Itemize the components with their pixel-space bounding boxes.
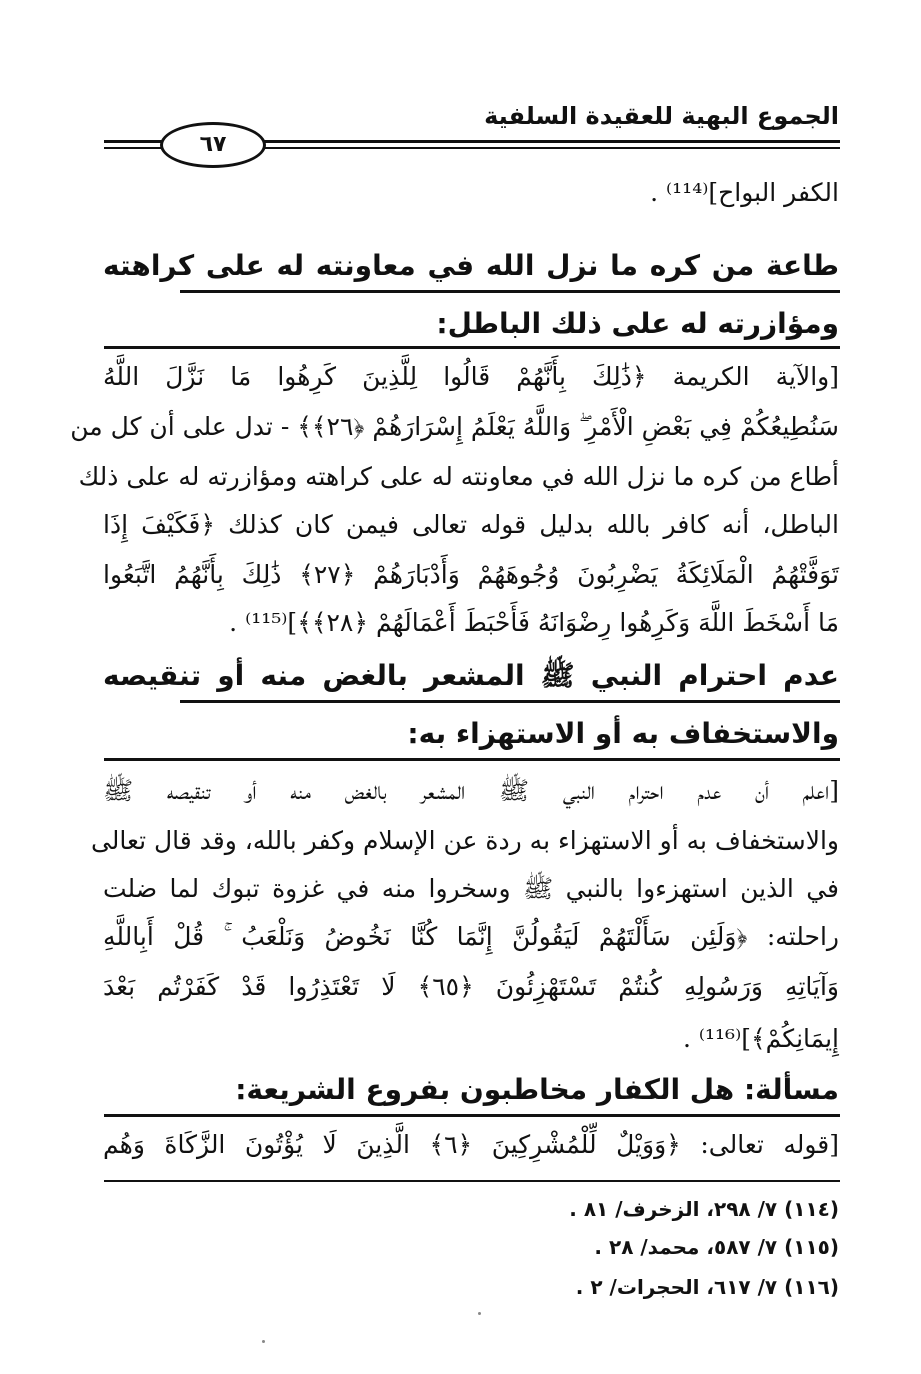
body-line: سَنُطِيعُكُمْ فِي بَعْضِ الْأَمْرِ ۖ وَاللَّهُ يَعْلَمُ إِسْرَارَهُمْ ﴿٢٦﴾﴾ - تدل على أن كل من: [70, 412, 839, 441]
section-heading: ومؤازرته له على ذلك الباطل:: [436, 307, 839, 340]
section-divider: [104, 346, 840, 349]
body-line: في الذين استهزءوا بالنبي ﷺ وسخروا منه في غزوة تبوك لما ضلت: [103, 874, 839, 903]
body-line: الباطل، أنه كافر بالله بدليل قوله تعالى فيمن كان كذلك ﴿فَكَيْفَ إِذَا: [103, 510, 839, 539]
body-line: راحلته: ﴿وَلَئِن سَأَلْتَهُمْ لَيَقُولُنَّ إِنَّمَا كُنَّا نَخُوضُ وَنَلْعَبُ ۚ قُلْ أَبِاللَّهِ: [103, 922, 839, 951]
section-heading: عدم احترام النبي ﷺ المشعر بالغض منه أو تنقيصه: [103, 659, 839, 692]
footnote: (١١٥) ٧/ ٥٨٧، محمد/ ٢٨ .: [594, 1235, 839, 1259]
section-divider: [104, 758, 840, 761]
body-line: وَآيَاتِهِ وَرَسُولِهِ كُنتُمْ تَسْتَهْزِئُونَ ﴿٦٥﴾ لَا تَعْتَذِرُوا قَدْ كَفَرْتُم بَعْدَ: [103, 972, 839, 1001]
section-divider: [104, 1114, 840, 1117]
footnote-rule: [104, 1180, 840, 1182]
heading-underline: [180, 700, 840, 703]
footnote: (١١٦) ٧/ ٦١٧، الحجرات/ ٢ .: [575, 1275, 839, 1299]
body-line: والاستخفاف به أو الاستهزاء به ردة عن الإسلام وكفر بالله، وقد قال تعالى: [90, 826, 839, 855]
body-line: إِيمَانِكُمْ﴾]⁽¹¹⁶⁾ .: [682, 1024, 839, 1053]
running-header-title: الجموع البهية للعقيدة السلفية: [484, 102, 839, 130]
body-line: [قوله تعالى: ﴿وَوَيْلٌ لِّلْمُشْرِكِينَ ﴿٦﴾ الَّذِينَ لَا يُؤْتُونَ الزَّكَاةَ وَهُم: [103, 1130, 839, 1159]
section-heading: مسألة: هل الكفار مخاطبون بفروع الشريعة:: [235, 1073, 839, 1106]
heading-underline: [180, 290, 840, 293]
section-heading: طاعة من كره ما نزل الله في معاونته له على كراهته: [103, 249, 839, 282]
section-heading: والاستخفاف به أو الاستهزاء به:: [407, 717, 839, 750]
body-line: [اعلم أن عدم احترام النبي ﷺ المشعر بالغض منه أو تنقيصه ﷺ: [103, 776, 839, 805]
body-line: [والآية الكريمة ﴿ذَٰلِكَ بِأَنَّهُمْ قَالُوا لِلَّذِينَ كَرِهُوا مَا نَزَّلَ اللَّهُ: [103, 362, 839, 391]
scan-speck: [478, 1312, 481, 1315]
scan-speck: [262, 1340, 265, 1343]
body-line: تَوَفَّتْهُمُ الْمَلَائِكَةُ يَضْرِبُونَ وُجُوهَهُمْ وَأَدْبَارَهُمْ ﴿٢٧﴾ ذَٰلِكَ بِأَنَّهُمُ اتَّبَعُوا: [103, 560, 839, 589]
body-line: الكفر البواح]⁽¹¹⁴⁾ .: [650, 178, 839, 207]
footnote: (١١٤) ٧/ ٢٩٨، الزخرف/ ٨١ .: [569, 1197, 839, 1221]
body-line: مَا أَسْخَطَ اللَّهَ وَكَرِهُوا رِضْوَانَهُ فَأَحْبَطَ أَعْمَالَهُمْ ﴿٢٨﴾﴾]⁽¹¹⁵⁾ .: [229, 608, 839, 637]
body-line: أطاع من كره ما نزل الله في معاونته له على كراهته ومؤازرته له على ذلك: [78, 462, 839, 491]
page-number: ٦٧: [160, 122, 266, 168]
